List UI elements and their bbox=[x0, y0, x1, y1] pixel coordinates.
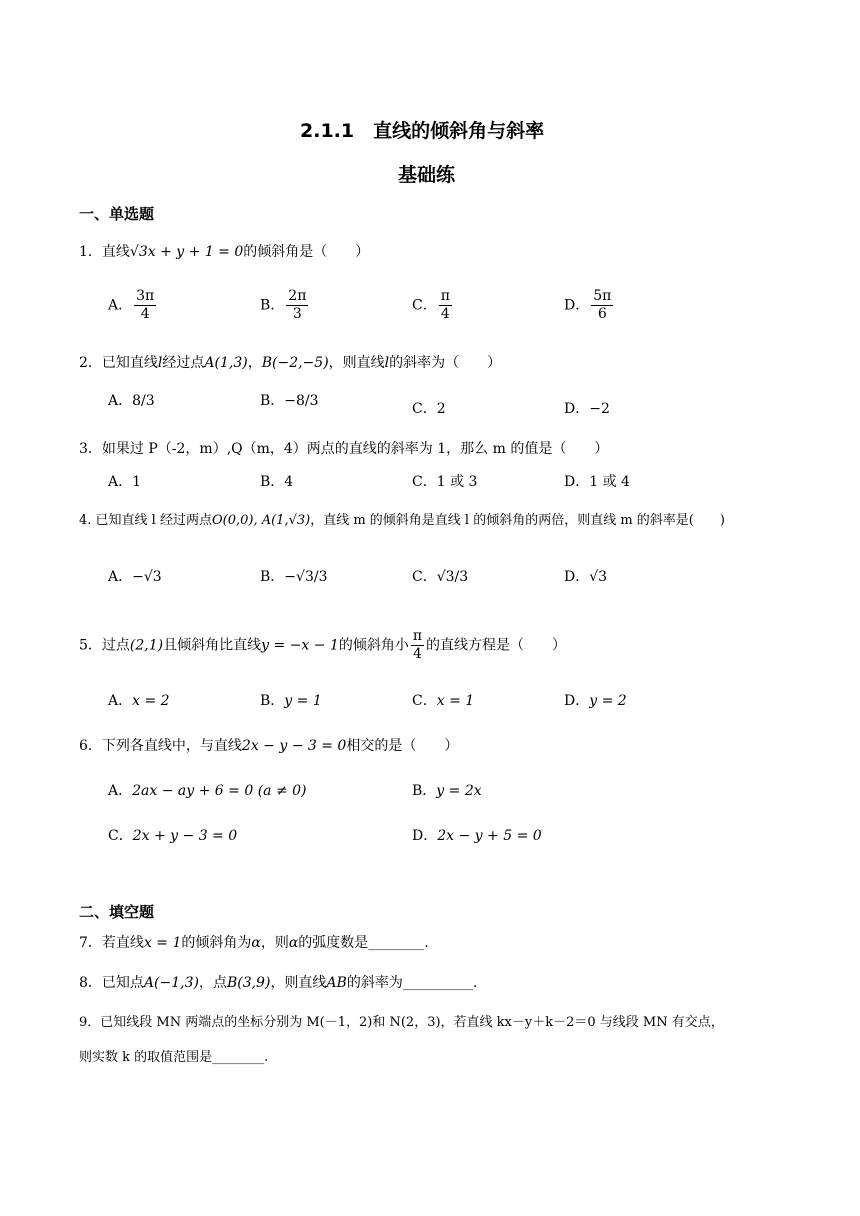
question-6: 6．下列各直线中，与直线2x − y − 3 = 0相交的是（ ） bbox=[79, 738, 459, 754]
q5-option-d[interactable]: D．y = 2 bbox=[564, 693, 627, 709]
question-4: 4. 已知直线 l 经过两点O(0,0), A(1,√3)，直线 m 的倾斜角是直线 l 的倾斜角的两倍，则直线 m 的斜率是( ) bbox=[79, 513, 725, 528]
q6-option-d[interactable]: D．2x − y + 5 = 0 bbox=[412, 828, 542, 844]
q1-option-a[interactable]: A． $\frac{3\pi}{4}$ bbox=[108, 288, 155, 322]
question-3: 3．如果过 P（-2，m）,Q（m，4）两点的直线的斜率为 1，那么 m 的值是（ ） bbox=[79, 441, 609, 457]
q4-option-b[interactable]: B．−√3/3 bbox=[260, 569, 328, 585]
q1-option-c[interactable]: C． $\frac{\pi}{4}$ bbox=[412, 288, 450, 322]
q4-option-c[interactable]: C．√3/3 bbox=[412, 569, 469, 585]
q1-option-b[interactable]: B． $\frac{2\pi}{3}$ bbox=[260, 288, 307, 322]
question-7: 7．若直线x = 1的倾斜角为α，则α的弧度数是________. bbox=[79, 935, 429, 951]
q3-option-a[interactable]: A．1 bbox=[108, 474, 142, 490]
section-single-choice: 一、单选题 bbox=[79, 205, 155, 223]
q5-option-a[interactable]: A．x = 2 bbox=[108, 693, 170, 709]
q6-option-b[interactable]: B．y = 2x bbox=[412, 783, 482, 799]
q1-option-d[interactable]: D． $\frac{5\pi}{6}$ bbox=[564, 288, 612, 322]
question-1: 1．直线√3x + y + 1 = 0的倾斜角是（ ） bbox=[79, 244, 370, 260]
section-fill-blank: 二、填空题 bbox=[79, 903, 155, 921]
q4-option-a[interactable]: A．−√3 bbox=[108, 569, 162, 585]
question-9-line-2: 则实数 k 的取值范围是________. bbox=[79, 1050, 269, 1065]
page-title: 2.1.1 直线的倾斜角与斜率 bbox=[300, 120, 545, 142]
q1-expr: √3x + y + 1 = 0 bbox=[129, 244, 244, 260]
question-5: 5．过点(2,1)且倾斜角比直线y = −x − 1的倾斜角小 $\frac{\pi}{4}$ 的直线方程是（ ） bbox=[79, 628, 567, 662]
q2-option-a[interactable]: A．8/3 bbox=[108, 393, 155, 409]
question-2: 2．已知直线l经过点A(1,3)，B(−2,−5)，则直线l的斜率为（ ） bbox=[79, 355, 502, 371]
q4-option-d[interactable]: D．√3 bbox=[564, 569, 608, 585]
page-subtitle: 基础练 bbox=[398, 164, 456, 186]
q5-option-b[interactable]: B．y = 1 bbox=[260, 693, 322, 709]
q2-option-d[interactable]: D．−2 bbox=[564, 401, 610, 417]
q2-option-c[interactable]: C．2 bbox=[412, 401, 446, 417]
question-9-line-1: 9．已知线段 MN 两端点的坐标分别为 M(－1，2)和 N(2，3)，若直线 kx－y＋k－2＝0 与线段 MN 有交点， bbox=[79, 1015, 724, 1030]
question-8: 8．已知点A(−1,3)，点B(3,9)，则直线AB的斜率为__________. bbox=[79, 975, 478, 991]
q6-option-c[interactable]: C．2x + y − 3 = 0 bbox=[108, 828, 238, 844]
q2-option-b[interactable]: B．−8/3 bbox=[260, 393, 319, 409]
q6-option-a[interactable]: A．2ax − ay + 6 = 0 (a ≠ 0) bbox=[108, 783, 307, 799]
q3-option-d[interactable]: D．1 或 4 bbox=[564, 474, 630, 490]
q5-option-c[interactable]: C．x = 1 bbox=[412, 693, 475, 709]
q3-option-b[interactable]: B．4 bbox=[260, 474, 294, 490]
q3-option-c[interactable]: C．1 或 3 bbox=[412, 474, 478, 490]
